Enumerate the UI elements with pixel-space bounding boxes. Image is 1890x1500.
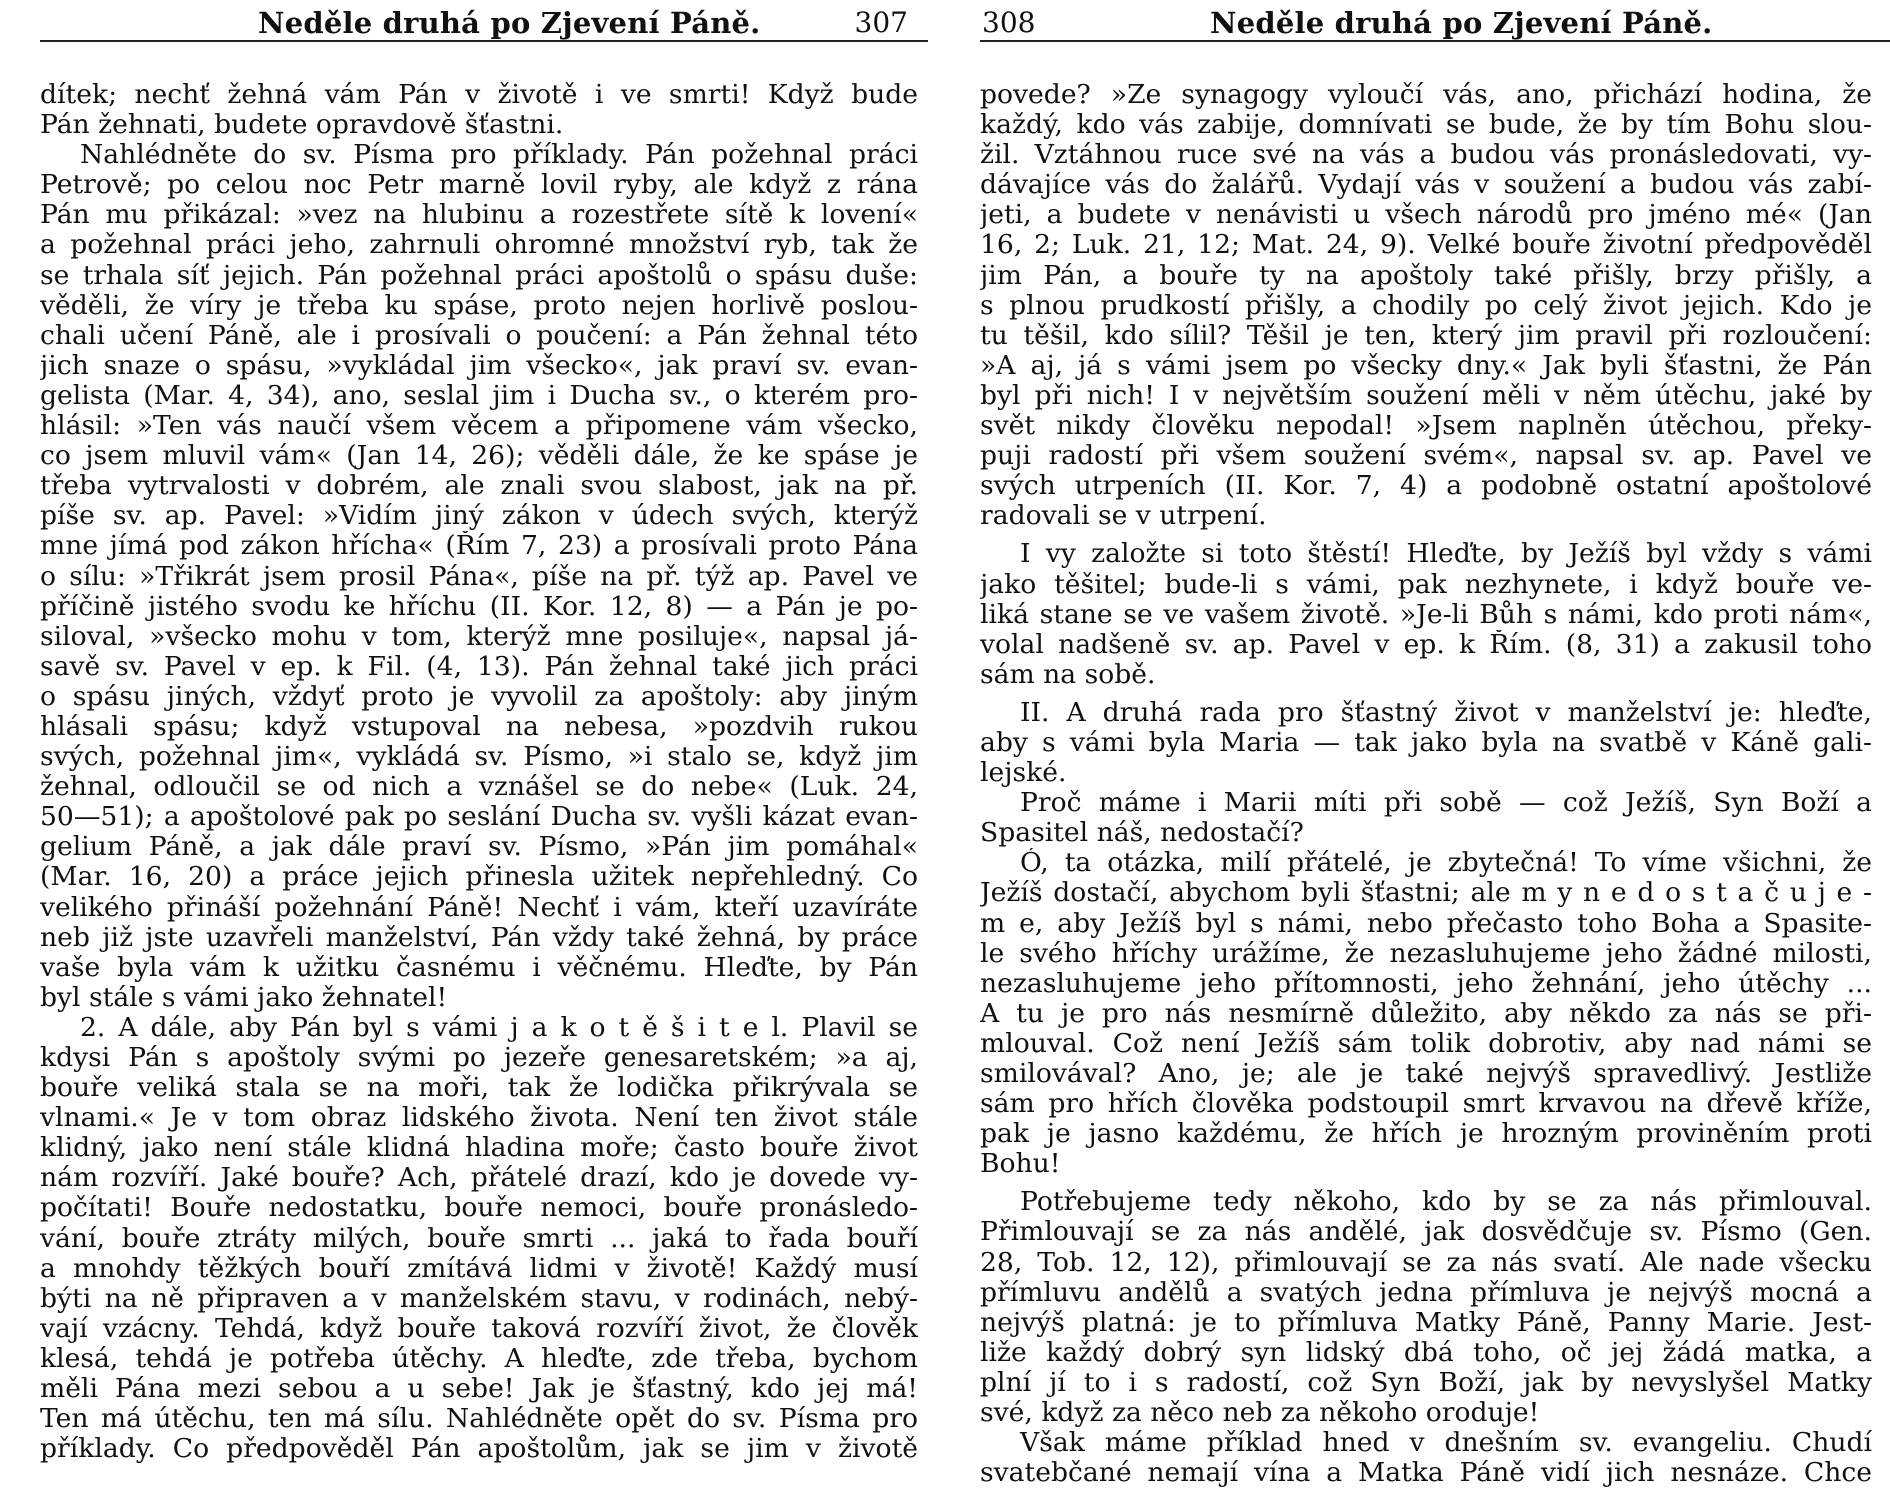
right-running-title: Neděle druhá po Zjevení Páně. (1210, 6, 1713, 40)
text-line: Potřebujeme tedy někoho, kdo by se za nás přimlouval. (1020, 1187, 1872, 1218)
text-line: dítek; nechť žehná vám Pán v životě i ve smrti! Když bude (40, 80, 918, 110)
text-line: vání, bouře ztráty milých, bouře smrti ... jaká to řada bouří (40, 1223, 918, 1254)
text-line: liže každý dobrý syn lidský dbá toho, oč jej žádá matka, a (980, 1337, 1872, 1368)
text-line: volal nadšeně sv. ap. Pavel v ep. k Řím. (8, 31) a zakusil toho (980, 629, 1872, 660)
text-line: vají vzácny. Tehdá, když bouře taková rozvíří život, že člověk (40, 1313, 918, 1344)
text-line: o sílu: »Třikrát jsem prosil Pána«, píše na př. týž ap. Pavel ve (40, 561, 918, 592)
text-line: byl při nich! I v největším soužení měli v něm útěchu, jaké by (980, 380, 1872, 411)
text-line: Proč máme i Marii míti při sobě — což Ježíš, Syn Boží a (1020, 788, 1872, 819)
text-line: jeti, a budete v nenávisti u všech národů pro jméno mé« (Jan (980, 200, 1872, 231)
text-line: nezasluhujeme jeho přítomnosti, jeho žehnání, jeho útěchy ... (980, 968, 1872, 999)
text-line: přímluvu andělů a svatých jedna přímluva je nejvýš mocná a (980, 1277, 1872, 1308)
text-line: Pán mu přikázal: »vez na hlubinu a rozestřete sítě k lovení« (40, 200, 918, 231)
text-line: tu těšil, kdo sílil? Těšil je ten, který jim pravil při rozloučení: (980, 320, 1872, 351)
text-line: vlnami.« Je v tom obraz lidského života. Není ten život stále (40, 1103, 918, 1134)
text-line: chali učení Páně, ale i prosívali o poučení: a Pán žehnal této (40, 320, 918, 351)
text-line: a požehnal práci jeho, zahrnuli ohromné množství ryb, tak že (40, 230, 918, 261)
text-line: I vy založte si toto štěstí! Hleďte, by Ježíš byl vždy s vámi (1020, 539, 1872, 570)
text-line: 16, 2; Luk. 21, 12; Mat. 24, 9). Velké bouře životní předpověděl (980, 230, 1872, 261)
text-line: žil. Vztáhnou ruce své na vás a budou vás pronásledovati, vy- (980, 140, 1872, 171)
text-line: a mnohdy těžkých bouří zmítává lidmi v životě! Každý musí (40, 1253, 918, 1284)
text-line: Ježíš dostačí, abychom byli šťastni; ale m y n e d o s t a č u j e - (980, 878, 1872, 909)
text-line: nejvýš platná: je to přímluva Matky Páně, Panny Marie. Jest- (980, 1307, 1872, 1338)
text-line: hlásali spásu; když vstupoval na nebesa, »pozdvih rukou (40, 711, 918, 742)
text-line: II. A druhá rada pro šťastný život v manželství je: hleďte, (1020, 697, 1872, 728)
text-line: »A aj, já s vámi jsem po všecky dny.« Jak byli šťastni, že Pán (980, 350, 1872, 381)
text-line: savě sv. Pavel v ep. k Fil. (4, 13). Pán žehnal také jich práci (40, 651, 918, 682)
text-line: plní jí to i s radostí, což Syn Boží, jak by nevyslyšel Matky (980, 1367, 1872, 1398)
text-line: svět nikdy člověku nepodal! »Jsem naplněn útěchou, překy- (980, 411, 1872, 442)
right-page-number: 308 (982, 6, 1036, 39)
text-line: o spásu jiných, vždyť proto je vyvolil za apoštoly: aby jiným (40, 681, 918, 712)
text-line: siloval, »všecko mohu v tom, kterýž mne posiluje«, napsal já- (40, 621, 918, 652)
text-line: s plnou prudkostí přišly, a chodily po celý život jejich. Kdo je (980, 290, 1872, 321)
text-line: věděli, že víry je třeba ku spáse, proto nejen horlivě poslou- (40, 290, 918, 321)
text-line: radovali se v utrpení. (980, 501, 1267, 532)
text-line: své, když za něco neb za někoho oroduje! (980, 1398, 1540, 1429)
text-line: puji radostí při všem soužení svém«, napsal sv. ap. Pavel ve (980, 441, 1872, 472)
text-line: le svého hříchy urážíme, že nezasluhujeme jeho žádné milosti, (980, 938, 1872, 969)
text-line: počítati! Bouře nedostatku, bouře nemoci, bouře pronásledo- (40, 1193, 918, 1224)
text-line: pak je jasno každému, že hřích je hrozným proviněním proti (980, 1119, 1872, 1150)
text-line: Přimlouvají se za nás andělé, jak dosvědčuje sv. Písmo (Gen. (980, 1217, 1872, 1248)
text-line: jich snaze o spásu, »vykládal jim všecko«, jak praví sv. evan- (40, 350, 918, 381)
text-line: gelium Páně, a jak dále praví sv. Písmo, »Pán jim pomáhal« (40, 832, 918, 863)
left-body-text (40, 80, 918, 1464)
text-line: klesá, tehdá je potřeba útěchy. A hleďte, zde třeba, bychom (40, 1343, 918, 1374)
text-line: gelista (Mar. 4, 34), ano, seslal jim i Ducha sv., o kterém pro- (40, 380, 918, 411)
text-line: povede? »Ze synagogy vyloučí vás, ano, přichází hodina, že (980, 80, 1872, 110)
text-line: příčině jistého svodu ke hříchu (II. Kor. 12, 8) — a Pán je po- (40, 591, 918, 622)
text-line: smilovával? Ano, je; ale je také nejvýš spravedlivý. Jestliže (980, 1059, 1872, 1089)
text-line: svých, požehnal jim«, vykládá sv. Písmo, »i stalo se, když jim (40, 742, 918, 773)
text-line: jako těšitel; bude-li s vámi, pak nezhynete, i když bouře ve- (980, 569, 1872, 600)
text-line: A tu je pro nás nesmírně důležito, aby někdo za nás se při- (980, 998, 1872, 1029)
text-line: žehnal, odloučil se od nich a vznášel se do nebe« (Luk. 24, (40, 772, 918, 803)
left-running-title: Neděle druhá po Zjevení Páně. (258, 6, 761, 40)
text-line: lejské. (980, 758, 1067, 789)
text-line: Nahlédněte do sv. Písma pro příklady. Pán požehnal práci (80, 140, 918, 171)
text-line: byl stále s vámi jako žehnatel! (40, 982, 448, 1013)
text-line: aby s vámi byla Maria — tak jako byla na svatbě v Káně gali- (980, 727, 1872, 758)
text-line: mne jímá pod zákon hřícha« (Řím 7, 23) a prosívali proto Pána (40, 531, 918, 562)
text-line: (Mar. 16, 20) a práce jejich přinesla užitek nepřehledný. Co (40, 862, 918, 893)
text-line: sám na sobě. (980, 659, 1156, 690)
text-line: dávajíce vás do žalářů. Vydají vás v soužení a budou vás zabí- (980, 170, 1872, 201)
text-line: 50—51); a apoštolové pak po seslání Ducha sv. vyšli kázat evan- (40, 802, 918, 833)
text-line: kdysi Pán s apoštoly svými po jezeře genesaretském; »a aj, (40, 1043, 918, 1073)
text-line: měli Pána mezi sebou a u sebe! Jak je šťastný, kdo jej má! (40, 1374, 918, 1405)
text-line: Ten má útěchu, ten má sílu. Nahlédněte opět do sv. Písma pro (40, 1404, 918, 1435)
text-line: vaše byla vám k užitku časnému i věčnému. Hleďte, by Pán (40, 952, 918, 983)
right-body-text (980, 80, 1872, 1488)
text-line: svých utrpeních (II. Kor. 7, 4) a podobně ostatní apoštolové (980, 471, 1872, 502)
text-line: býti na ně připraven a v manželském stavu, v rodinách, nebý- (40, 1283, 918, 1314)
left-page-number: 307 (854, 6, 908, 39)
text-line: 28, Tob. 12, 12), přimlouvají se za nás svatí. Ale nade všecku (980, 1247, 1872, 1278)
text-line: neb již jste uzavřeli manželství, Pán vždy také žehná, by práce (40, 922, 918, 953)
right-running-head (980, 0, 1890, 42)
text-line: Však máme příklad hned v dnešním sv. evangeliu. Chudí (1020, 1428, 1872, 1459)
text-line: píše sv. ap. Pavel: »Vidím jiný zákon v údech svých, kterýž (40, 501, 918, 532)
text-line: Bohu! (980, 1149, 1061, 1180)
text-line: Ó, ta otázka, milí přátelé, je zbytečná! To víme všichni, že (1020, 848, 1872, 879)
text-line: klidný, jako není stále klidná hladina moře; často bouře život (40, 1133, 918, 1164)
text-line: Spasitel náš, nedostačí? (980, 818, 1304, 849)
text-line: mlouval. Což není Ježíš sám tolik dobrotiv, aby nad námi se (980, 1028, 1872, 1059)
text-line: sám pro hřích člověka podstoupil smrt krvavou na dřevě kříže, (980, 1089, 1872, 1120)
text-line: bouře veliká stala se na moři, tak že lodička přikrývala se (40, 1073, 918, 1104)
right-page (970, 0, 1890, 1500)
text-line: velikého přináší požehnání Páně! Nechť i vám, kteří uzavíráte (40, 892, 918, 923)
left-page (0, 0, 938, 1500)
text-line: se trhala síť jejich. Pán požehnal práci apoštolů o spásu duše: (40, 260, 918, 291)
text-line: hlásil: »Ten vás naučí všem věcem a připomene vám všecko, (40, 411, 918, 442)
text-line: příklady. Co předpověděl Pán apoštolům, jak se jim v životě (40, 1434, 918, 1465)
text-line: co jsem mluvil vám« (Jan 14, 26); věděli dále, že ke spáse je (40, 441, 918, 472)
text-line: každý, kdo vás zabije, domnívati se bude, že by tím Bohu slou- (980, 110, 1872, 141)
text-line: nám rozvíří. Jaké bouře? Ach, přátelé drazí, kdo je dovede vy- (40, 1163, 918, 1194)
text-line: Pán žehnati, budete opravdově šťastni. (40, 110, 564, 141)
text-line: třeba vytrvalosti v dobrém, ale znali svou slabost, jak na př. (40, 471, 918, 502)
text-line: svatebčané nemají vína a Matka Páně vidí jich nesnáze. Chce (980, 1458, 1872, 1489)
left-running-head (40, 0, 928, 42)
text-line: m e, aby Ježíš byl s námi, nebo přečasto toho Boha a Spasite- (980, 908, 1872, 939)
text-line: Petrově; po celou noc Petr marně lovil ryby, ale když z rána (40, 170, 918, 201)
text-line: 2. A dále, aby Pán byl s vámi j a k o t ě š i t e l. Plavil se (80, 1012, 918, 1043)
text-line: liká stane se ve vašem životě. »Je-li Bůh s námi, kdo proti nám«, (980, 599, 1872, 630)
text-line: jim Pán, a bouře ty na apoštoly také přišly, brzy přišly, a (980, 260, 1872, 291)
